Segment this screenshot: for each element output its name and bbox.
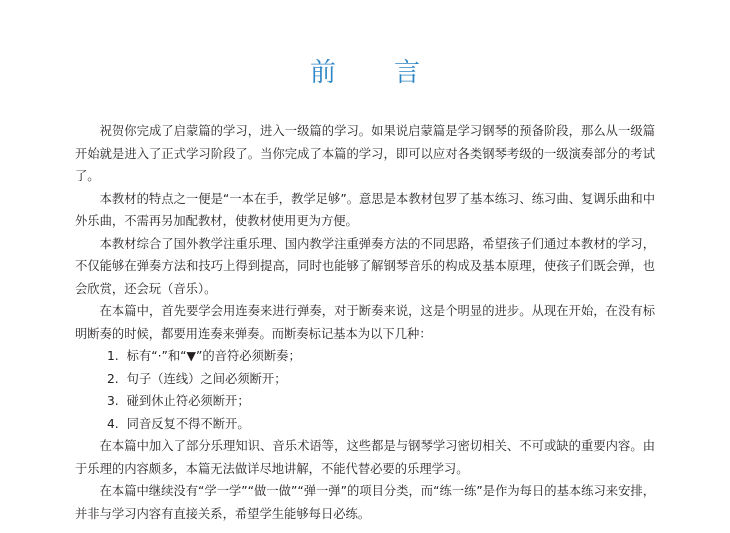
list-item-text: 同音反复不得不断开。 bbox=[126, 416, 250, 431]
list-item bbox=[75, 390, 655, 413]
paragraph: 在本篇中，首先要学会用连奏来进行弹奏，对于断奏来说，这是个明显的进步。从现在开始，在没有标明断奏的时候，都要用连奏来弹奏。而断奏标记基本为以下几种： bbox=[75, 304, 655, 341]
list-item bbox=[75, 345, 655, 368]
list-item-number: 2. bbox=[106, 371, 119, 386]
document-body bbox=[75, 120, 655, 525]
list-item-number: 1. bbox=[106, 349, 119, 363]
list-item-text: 碰到休止符必须断开； bbox=[126, 394, 250, 408]
paragraph: 本教材的特点之一便是“一本在手，教学足够”。意思是本教材包罗了基本练习、练习曲、复调乐曲和中外乐曲，不需再另加配教材，使教材使用更为方便。 bbox=[75, 191, 655, 228]
list-item-text: 句子（连线）之间必须断开； bbox=[126, 371, 287, 386]
staccato-rules-list bbox=[75, 345, 655, 435]
list-item-number: 3. bbox=[106, 394, 119, 408]
list-item-number: 4. bbox=[106, 416, 119, 431]
list-item-text: 标有“·”和“▼”的音符必须断奏； bbox=[126, 349, 301, 363]
paragraph: 在本篇中继续没有“学一学”“做一做”“弹一弹”的项目分类，而“练一练”是作为每日的基本练习来安排，并非与学习内容有直接关系，希望学生能够每日必练。 bbox=[75, 484, 655, 521]
paragraph: 在本篇中加入了部分乐理知识、音乐术语等，这些都是与钢琴学习密切相关、不可或缺的重要内容。由于乐理的内容颇多，本篇无法做详尽地讲解，不能代替必要的乐理学习。 bbox=[75, 439, 655, 476]
paragraph: 祝贺你完成了启蒙篇的学习，进入一级篇的学习。如果说启蒙篇是学习钢琴的预备阶段，那么从一级篇开始就是进入了正式学习阶段了。当你完成了本篇的学习，即可以应对各类钢琴考级的一级演奏部分的考试了。 bbox=[75, 124, 655, 183]
list-item bbox=[75, 413, 655, 436]
page-title: 前 言 bbox=[309, 58, 436, 88]
list-item bbox=[75, 368, 655, 391]
paragraph: 本教材综合了国外教学注重乐理、国内教学注重弹奏方法的不同思路，希望孩子们通过本教材的学习，不仅能够在弹奏方法和技巧上得到提高，同时也能够了解钢琴音乐的构成及基本原理，使孩子们既会弹，也会欣赏，还会玩（音乐）。 bbox=[75, 236, 655, 296]
